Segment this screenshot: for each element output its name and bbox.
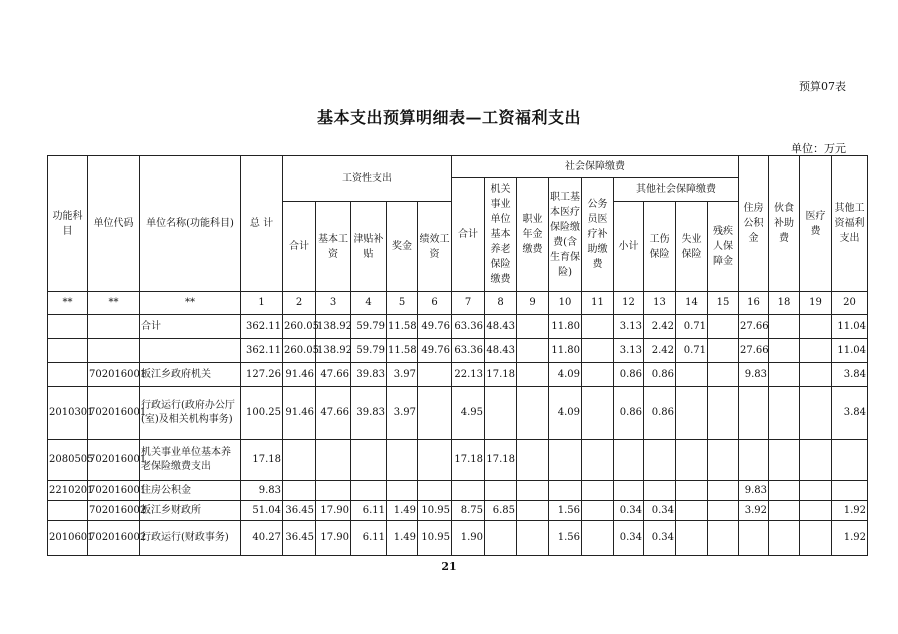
other-welfare-cell: 3.84: [832, 363, 868, 387]
form-number: 预算07表: [799, 80, 846, 93]
basic-wage-cell: 47.66: [316, 387, 351, 440]
annuity-cell: [517, 363, 549, 387]
unit-code-cell: [88, 339, 140, 363]
total-cell: 9.83: [241, 481, 283, 501]
unemployment-cell: [676, 521, 708, 556]
unemployment-cell: 0.71: [676, 339, 708, 363]
injury-cell: [644, 481, 676, 501]
column-index-cell: 2: [283, 292, 316, 315]
pension-cell: [485, 387, 517, 440]
disability-cell: [708, 387, 739, 440]
other-welfare-cell: 1.92: [832, 521, 868, 556]
disability-cell: [708, 363, 739, 387]
func-code-cell: [48, 315, 88, 339]
civil-medical-cell: [582, 481, 614, 501]
bonus-cell: 11.58: [387, 339, 418, 363]
column-index-cell: 6: [418, 292, 452, 315]
header-performance: 绩效工资: [418, 202, 452, 292]
basic-wage-cell: 47.66: [316, 363, 351, 387]
column-index-cell: 18: [769, 292, 800, 315]
wage-total-cell: 36.45: [283, 521, 316, 556]
wage-total-cell: 36.45: [283, 501, 316, 521]
social-total-cell: 8.75: [452, 501, 485, 521]
civil-medical-cell: [582, 387, 614, 440]
social-total-cell: [452, 481, 485, 501]
other-welfare-cell: 1.92: [832, 501, 868, 521]
unit-code-cell: [88, 315, 140, 339]
injury-cell: 2.42: [644, 339, 676, 363]
other-subtotal-cell: 3.13: [614, 315, 644, 339]
func-code-cell: 2010601: [48, 521, 88, 556]
header-wage-total: 合计: [283, 202, 316, 292]
header-medical: 职工基本医疗保险缴费(含生育保险): [549, 178, 582, 292]
performance-cell: [418, 481, 452, 501]
social-total-cell: 63.36: [452, 315, 485, 339]
social-total-cell: 63.36: [452, 339, 485, 363]
disability-cell: [708, 481, 739, 501]
unit-code-cell: 702016001: [88, 440, 140, 481]
other-subtotal-cell: 0.34: [614, 501, 644, 521]
allowance-cell: 59.79: [351, 315, 387, 339]
unit-name-cell: 住房公积金: [140, 481, 241, 501]
other-subtotal-cell: 0.86: [614, 363, 644, 387]
med-fee-cell: [800, 363, 832, 387]
header-allowance: 津贴补贴: [351, 202, 387, 292]
civil-medical-cell: [582, 315, 614, 339]
total-cell: 362.11: [241, 339, 283, 363]
unemployment-cell: [676, 440, 708, 481]
header-social-group: 社会保障缴费: [452, 156, 739, 178]
header-pension: 机关事业单位基本养老保险缴费: [485, 178, 517, 292]
pension-cell: 17.18: [485, 363, 517, 387]
table-row: [48, 501, 868, 521]
unemployment-cell: [676, 481, 708, 501]
column-index-cell: **: [48, 292, 88, 315]
social-total-cell: 4.95: [452, 387, 485, 440]
basic-wage-cell: 17.90: [316, 521, 351, 556]
disability-cell: [708, 521, 739, 556]
meal-cell: [769, 363, 800, 387]
unit-name-cell: 板江乡财政所: [140, 501, 241, 521]
unit-name-cell: 合计: [140, 315, 241, 339]
injury-cell: 0.86: [644, 363, 676, 387]
column-index-cell: 4: [351, 292, 387, 315]
housing-cell: [739, 521, 769, 556]
column-index-cell: 7: [452, 292, 485, 315]
header-wage-group: 工资性支出: [283, 156, 452, 202]
pension-cell: 48.43: [485, 315, 517, 339]
unemployment-cell: [676, 387, 708, 440]
wage-total-cell: 91.46: [283, 387, 316, 440]
injury-cell: 0.34: [644, 521, 676, 556]
other-subtotal-cell: 3.13: [614, 339, 644, 363]
column-index-cell: 1: [241, 292, 283, 315]
column-index-cell: **: [140, 292, 241, 315]
func-code-cell: [48, 363, 88, 387]
med-fee-cell: [800, 339, 832, 363]
header-total: 总 计: [241, 156, 283, 292]
social-total-cell: 22.13: [452, 363, 485, 387]
annuity-cell: [517, 315, 549, 339]
column-index-cell: 14: [676, 292, 708, 315]
unit-code-cell: 702016001: [88, 363, 140, 387]
performance-cell: 10.95: [418, 501, 452, 521]
civil-medical-cell: [582, 501, 614, 521]
bonus-cell: 3.97: [387, 363, 418, 387]
header-disability: 残疾人保障金: [708, 202, 739, 292]
basic-wage-cell: 138.92: [316, 339, 351, 363]
med-fee-cell: [800, 521, 832, 556]
injury-cell: [644, 440, 676, 481]
meal-cell: [769, 315, 800, 339]
header-func-code: 功能科目: [48, 156, 88, 292]
unit-code-cell: 702016002: [88, 521, 140, 556]
wage-total-cell: [283, 481, 316, 501]
meal-cell: [769, 387, 800, 440]
column-index-cell: 5: [387, 292, 418, 315]
performance-cell: 10.95: [418, 521, 452, 556]
func-code-cell: 2010301: [48, 387, 88, 440]
column-index-cell: 12: [614, 292, 644, 315]
header-social-total: 合计: [452, 178, 485, 292]
total-cell: 127.26: [241, 363, 283, 387]
unit-code-cell: 702016002: [88, 501, 140, 521]
allowance-cell: 39.83: [351, 363, 387, 387]
wage-total-cell: 260.05: [283, 315, 316, 339]
medical-cell: 4.09: [549, 363, 582, 387]
column-index-cell: 8: [485, 292, 517, 315]
other-welfare-cell: [832, 481, 868, 501]
header-civil-medical: 公务员医疗补助缴费: [582, 178, 614, 292]
column-index-cell: 10: [549, 292, 582, 315]
wage-total-cell: [283, 440, 316, 481]
func-code-cell: 2080505: [48, 440, 88, 481]
unit-name-cell: 机关事业单位基本养老保险缴费支出: [140, 440, 241, 481]
med-fee-cell: [800, 501, 832, 521]
pension-cell: [485, 521, 517, 556]
table-row: [48, 521, 868, 556]
disability-cell: [708, 339, 739, 363]
unit-name-cell: 行政运行(财政事务): [140, 521, 241, 556]
medical-cell: [549, 481, 582, 501]
column-index-cell: 3: [316, 292, 351, 315]
annuity-cell: [517, 387, 549, 440]
basic-wage-cell: 138.92: [316, 315, 351, 339]
header-bonus: 奖金: [387, 202, 418, 292]
header-basic-wage: 基本工资: [316, 202, 351, 292]
unemployment-cell: [676, 363, 708, 387]
civil-medical-cell: [582, 440, 614, 481]
civil-medical-cell: [582, 521, 614, 556]
table-row: [48, 315, 868, 339]
performance-cell: 49.76: [418, 339, 452, 363]
annuity-cell: [517, 339, 549, 363]
housing-cell: 27.66: [739, 315, 769, 339]
unit-name-cell: [140, 339, 241, 363]
table-row: [48, 481, 868, 501]
page-title: 基本支出预算明细表—工资福利支出: [316, 108, 581, 127]
unit-name-cell: 行政运行(政府办公厅(室)及相关机构事务): [140, 387, 241, 440]
bonus-cell: 3.97: [387, 387, 418, 440]
wage-total-cell: 91.46: [283, 363, 316, 387]
social-total-cell: 1.90: [452, 521, 485, 556]
basic-wage-cell: 17.90: [316, 501, 351, 521]
column-index-row: [48, 292, 868, 315]
unemployment-cell: 0.71: [676, 315, 708, 339]
injury-cell: 0.34: [644, 501, 676, 521]
annuity-cell: [517, 521, 549, 556]
medical-cell: 4.09: [549, 387, 582, 440]
housing-cell: 9.83: [739, 481, 769, 501]
civil-medical-cell: [582, 363, 614, 387]
other-welfare-cell: [832, 440, 868, 481]
annuity-cell: [517, 481, 549, 501]
column-index-cell: 9: [517, 292, 549, 315]
table-row: [48, 339, 868, 363]
social-total-cell: 17.18: [452, 440, 485, 481]
performance-cell: [418, 387, 452, 440]
unit-code-cell: 702016001: [88, 481, 140, 501]
disability-cell: [708, 440, 739, 481]
meal-cell: [769, 521, 800, 556]
meal-cell: [769, 339, 800, 363]
civil-medical-cell: [582, 339, 614, 363]
allowance-cell: 6.11: [351, 501, 387, 521]
header-meal: 伙食补助费: [769, 156, 800, 292]
med-fee-cell: [800, 387, 832, 440]
column-index-cell: 11: [582, 292, 614, 315]
basic-wage-cell: [316, 440, 351, 481]
column-index-cell: 16: [739, 292, 769, 315]
pension-cell: 48.43: [485, 339, 517, 363]
other-welfare-cell: 11.04: [832, 339, 868, 363]
annuity-cell: [517, 501, 549, 521]
unemployment-cell: [676, 501, 708, 521]
performance-cell: 49.76: [418, 315, 452, 339]
table-row: [48, 387, 868, 440]
housing-cell: 27.66: [739, 339, 769, 363]
bonus-cell: 1.49: [387, 501, 418, 521]
func-code-cell: [48, 339, 88, 363]
bonus-cell: [387, 481, 418, 501]
housing-cell: 9.83: [739, 363, 769, 387]
housing-cell: [739, 440, 769, 481]
disability-cell: [708, 501, 739, 521]
bonus-cell: 11.58: [387, 315, 418, 339]
performance-cell: [418, 363, 452, 387]
func-code-cell: [48, 501, 88, 521]
other-subtotal-cell: [614, 440, 644, 481]
injury-cell: 0.86: [644, 387, 676, 440]
allowance-cell: [351, 440, 387, 481]
med-fee-cell: [800, 440, 832, 481]
medical-cell: 11.80: [549, 315, 582, 339]
meal-cell: [769, 501, 800, 521]
header-other-group: 其他社会保障缴费: [614, 178, 739, 202]
injury-cell: 2.42: [644, 315, 676, 339]
medical-cell: 11.80: [549, 339, 582, 363]
total-cell: 51.04: [241, 501, 283, 521]
bonus-cell: [387, 440, 418, 481]
medical-cell: [549, 440, 582, 481]
basic-wage-cell: [316, 481, 351, 501]
other-welfare-cell: 11.04: [832, 315, 868, 339]
medical-cell: 1.56: [549, 501, 582, 521]
housing-cell: [739, 387, 769, 440]
total-cell: 17.18: [241, 440, 283, 481]
performance-cell: [418, 440, 452, 481]
housing-cell: 3.92: [739, 501, 769, 521]
header-injury: 工伤保险: [644, 202, 676, 292]
column-index-cell: **: [88, 292, 140, 315]
bonus-cell: 1.49: [387, 521, 418, 556]
unit-name-cell: 板江乡政府机关: [140, 363, 241, 387]
unit-code-cell: 702016001: [88, 387, 140, 440]
wage-total-cell: 260.05: [283, 339, 316, 363]
pension-cell: [485, 481, 517, 501]
page-number: 21: [441, 560, 457, 573]
table-row: [48, 363, 868, 387]
header-annuity: 职业年金缴费: [517, 178, 549, 292]
allowance-cell: 39.83: [351, 387, 387, 440]
column-index-cell: 13: [644, 292, 676, 315]
header-unit-code: 单位代码: [88, 156, 140, 292]
allowance-cell: 6.11: [351, 521, 387, 556]
other-subtotal-cell: 0.34: [614, 521, 644, 556]
medical-cell: 1.56: [549, 521, 582, 556]
column-index-cell: 20: [832, 292, 868, 315]
allowance-cell: 59.79: [351, 339, 387, 363]
med-fee-cell: [800, 481, 832, 501]
unit-label: 单位：万元: [791, 142, 846, 155]
total-cell: 362.11: [241, 315, 283, 339]
disability-cell: [708, 315, 739, 339]
table-row: [48, 440, 868, 481]
func-code-cell: 2210201: [48, 481, 88, 501]
header-unit-name: 单位名称(功能科目): [140, 156, 241, 292]
header-unemployment: 失业保险: [676, 202, 708, 292]
other-welfare-cell: 3.84: [832, 387, 868, 440]
header-other-subtotal: 小计: [614, 202, 644, 292]
annuity-cell: [517, 440, 549, 481]
pension-cell: 17.18: [485, 440, 517, 481]
header-housing: 住房公积金: [739, 156, 769, 292]
med-fee-cell: [800, 315, 832, 339]
pension-cell: 6.85: [485, 501, 517, 521]
other-subtotal-cell: [614, 481, 644, 501]
total-cell: 100.25: [241, 387, 283, 440]
meal-cell: [769, 440, 800, 481]
column-index-cell: 15: [708, 292, 739, 315]
allowance-cell: [351, 481, 387, 501]
header-med-fee: 医疗费: [800, 156, 832, 292]
total-cell: 40.27: [241, 521, 283, 556]
budget-body: [48, 292, 868, 556]
budget-table: [47, 155, 868, 556]
column-index-cell: 19: [800, 292, 832, 315]
header-other-welfare: 其他工资福利支出: [832, 156, 868, 292]
meal-cell: [769, 481, 800, 501]
other-subtotal-cell: 0.86: [614, 387, 644, 440]
